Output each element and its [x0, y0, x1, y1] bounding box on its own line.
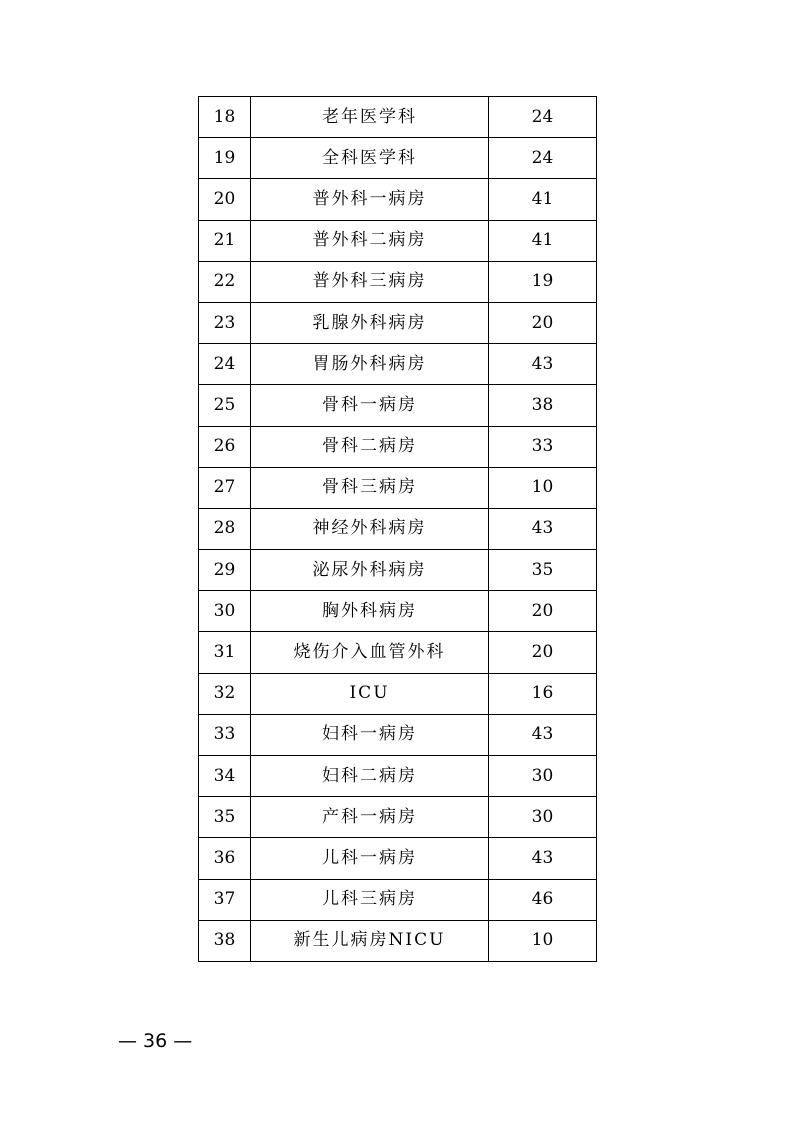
bed-count-cell: 24	[489, 138, 597, 179]
bed-count-cell: 16	[489, 673, 597, 714]
table-row	[199, 426, 597, 467]
department-name-cell: 神经外科病房	[251, 508, 489, 549]
row-number-cell: 27	[199, 467, 251, 508]
table-row	[199, 302, 597, 343]
table-row	[199, 838, 597, 879]
department-name-cell: 骨科一病房	[251, 385, 489, 426]
bed-count-cell: 20	[489, 632, 597, 673]
table-row	[199, 97, 597, 138]
row-number-cell: 32	[199, 673, 251, 714]
row-number-cell: 26	[199, 426, 251, 467]
department-name-cell: 产科一病房	[251, 797, 489, 838]
bed-count-cell: 20	[489, 591, 597, 632]
table-body	[199, 97, 597, 962]
department-name-cell: 骨科三病房	[251, 467, 489, 508]
department-name-cell: 普外科二病房	[251, 220, 489, 261]
row-number-cell: 23	[199, 302, 251, 343]
row-number-cell: 19	[199, 138, 251, 179]
department-name-cell: 乳腺外科病房	[251, 302, 489, 343]
department-name-cell: 妇科二病房	[251, 756, 489, 797]
row-number-cell: 30	[199, 591, 251, 632]
department-name-cell: 骨科二病房	[251, 426, 489, 467]
table-row	[199, 138, 597, 179]
bed-count-cell: 38	[489, 385, 597, 426]
table-row	[199, 385, 597, 426]
department-name-cell: 儿科三病房	[251, 879, 489, 920]
department-name-cell: 胃肠外科病房	[251, 344, 489, 385]
department-name-cell: 烧伤介入血管外科	[251, 632, 489, 673]
department-beds-table	[198, 96, 597, 962]
row-number-cell: 37	[199, 879, 251, 920]
table-row	[199, 508, 597, 549]
table-row	[199, 673, 597, 714]
bed-count-cell: 10	[489, 467, 597, 508]
table-row	[199, 261, 597, 302]
table-row	[199, 632, 597, 673]
page-number: — 36 —	[118, 1030, 193, 1052]
table-row	[199, 550, 597, 591]
department-name-cell: 妇科一病房	[251, 714, 489, 755]
department-name-cell: 泌尿外科病房	[251, 550, 489, 591]
department-name-cell: 普外科三病房	[251, 261, 489, 302]
row-number-cell: 36	[199, 838, 251, 879]
bed-count-cell: 10	[489, 920, 597, 961]
row-number-cell: 22	[199, 261, 251, 302]
bed-count-cell: 30	[489, 756, 597, 797]
bed-count-cell: 43	[489, 344, 597, 385]
bed-count-cell: 41	[489, 179, 597, 220]
bed-count-cell: 24	[489, 97, 597, 138]
row-number-cell: 38	[199, 920, 251, 961]
table-row	[199, 756, 597, 797]
bed-count-cell: 20	[489, 302, 597, 343]
department-name-cell: 普外科一病房	[251, 179, 489, 220]
row-number-cell: 33	[199, 714, 251, 755]
row-number-cell: 24	[199, 344, 251, 385]
table-row	[199, 920, 597, 961]
row-number-cell: 18	[199, 97, 251, 138]
row-number-cell: 34	[199, 756, 251, 797]
table-row	[199, 220, 597, 261]
table-row	[199, 714, 597, 755]
row-number-cell: 31	[199, 632, 251, 673]
department-name-cell: 新生儿病房NICU	[251, 920, 489, 961]
row-number-cell: 29	[199, 550, 251, 591]
table-row	[199, 344, 597, 385]
department-name-cell: 老年医学科	[251, 97, 489, 138]
row-number-cell: 28	[199, 508, 251, 549]
row-number-cell: 35	[199, 797, 251, 838]
table-row	[199, 797, 597, 838]
row-number-cell: 20	[199, 179, 251, 220]
table-row	[199, 179, 597, 220]
table-row	[199, 467, 597, 508]
row-number-cell: 25	[199, 385, 251, 426]
department-name-cell: 胸外科病房	[251, 591, 489, 632]
table-row	[199, 591, 597, 632]
bed-count-cell: 43	[489, 714, 597, 755]
department-name-cell: 全科医学科	[251, 138, 489, 179]
department-name-cell: ICU	[251, 673, 489, 714]
bed-count-cell: 43	[489, 508, 597, 549]
bed-count-cell: 35	[489, 550, 597, 591]
bed-count-cell: 46	[489, 879, 597, 920]
bed-count-cell: 19	[489, 261, 597, 302]
bed-count-cell: 43	[489, 838, 597, 879]
bed-count-cell: 33	[489, 426, 597, 467]
table-row	[199, 879, 597, 920]
bed-count-cell: 41	[489, 220, 597, 261]
row-number-cell: 21	[199, 220, 251, 261]
department-name-cell: 儿科一病房	[251, 838, 489, 879]
bed-count-cell: 30	[489, 797, 597, 838]
